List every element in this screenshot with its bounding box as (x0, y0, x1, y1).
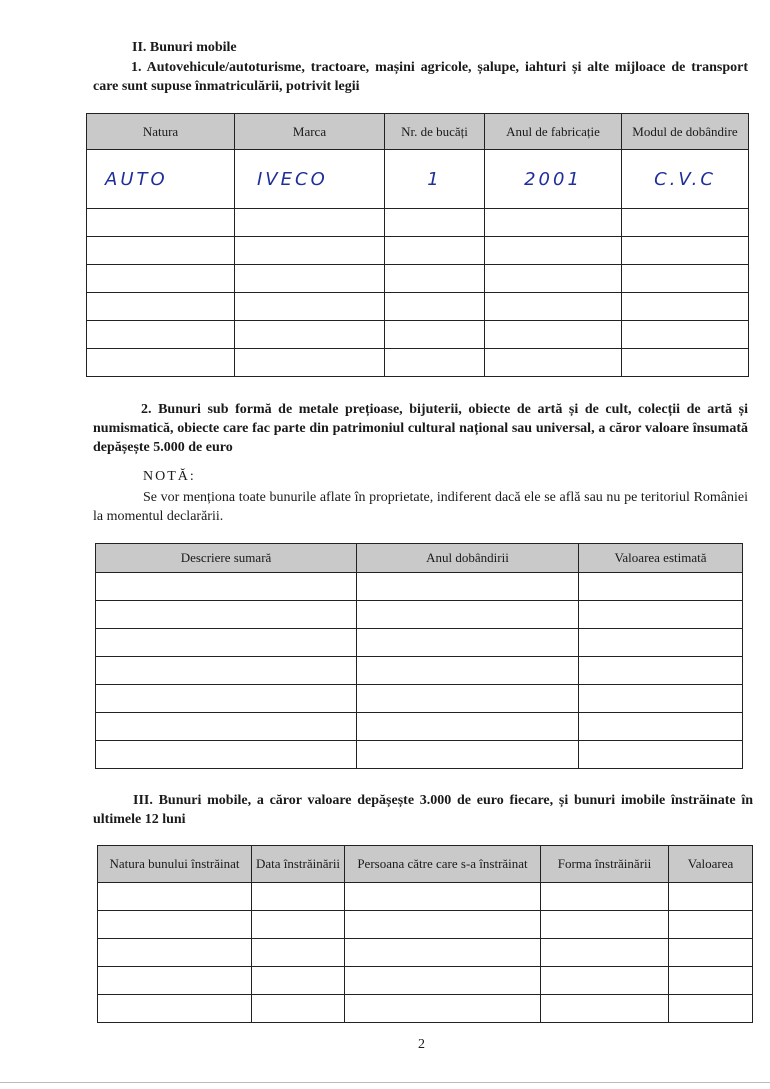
page-number: 2 (418, 1037, 425, 1052)
item2-text: 2. Bunuri sub formă de metale prețioase, bijuterii, obiecte de artă și de cult, colecții de artă și numismatică, obiecte care fac parte din patrimoniul cultural național sau universal, a căror valoare însumată depășește 5.000 de euro (93, 402, 748, 455)
header-nr-bucati: Nr. de bucăți (385, 114, 485, 150)
table-row (96, 713, 743, 741)
table-header-row (98, 846, 753, 883)
cell-marca: IVECO (235, 150, 385, 209)
header-persoana: Persoana către care s-a înstrăinat (345, 846, 541, 883)
header-marca: Marca (235, 114, 385, 150)
table-row (98, 939, 753, 967)
table-row (98, 995, 753, 1023)
table-row (96, 629, 743, 657)
alienated-assets-table (97, 845, 753, 1023)
header-data-instrainarii: Data înstrăinării (252, 846, 345, 883)
table-header-row (87, 114, 749, 150)
header-valoarea: Valoarea (669, 846, 753, 883)
table-row (96, 601, 743, 629)
header-forma-instrainarii: Forma înstrăinării (541, 846, 669, 883)
table-row (87, 265, 749, 293)
header-mod-dobandire: Modul de dobândire (622, 114, 749, 150)
table-row (87, 150, 749, 209)
table-row (87, 209, 749, 237)
header-valoare-estimata: Valoarea estimată (579, 544, 743, 573)
table-header-row (96, 544, 743, 573)
cell-mod: C.V.C (622, 150, 749, 209)
section-heading: II. Bunuri mobile (132, 40, 237, 55)
table-row (98, 883, 753, 911)
table-row (96, 685, 743, 713)
table-row (87, 321, 749, 349)
header-an-fabricatie: Anul de fabricație (485, 114, 622, 150)
table-row (87, 237, 749, 265)
header-natura: Natura (87, 114, 235, 150)
cell-natura: AUTO (87, 150, 235, 209)
table-row (96, 573, 743, 601)
table-row (87, 293, 749, 321)
table-row (87, 349, 749, 377)
item1-text: 1. Autovehicule/autoturisme, tractoare, mașini agricole, șalupe, iahturi și alte mijloace de transport care sunt supuse înmatriculării, potrivit legii (93, 60, 748, 94)
table-row (96, 657, 743, 685)
valuables-table (95, 543, 743, 769)
table-row (96, 741, 743, 769)
header-natura-bunului: Natura bunului înstrăinat (98, 846, 252, 883)
header-an-dobandirii: Anul dobândirii (357, 544, 579, 573)
page-edge-line (0, 1082, 770, 1083)
cell-an: 2001 (485, 150, 622, 209)
table-row (98, 967, 753, 995)
header-descriere: Descriere sumară (96, 544, 357, 573)
vehicles-table (86, 113, 749, 377)
table-row (98, 911, 753, 939)
cell-nr: 1 (385, 150, 485, 209)
section3-text: III. Bunuri mobile, a căror valoare depășește 3.000 de euro fiecare, și bunuri imobile înstrăinate în ultimele 12 luni (93, 793, 753, 827)
nota-label: NOTĂ: (143, 469, 196, 484)
nota-text: Se vor menționa toate bunurile aflate în proprietate, indiferent dacă ele se află sau nu pe teritoriul României la momentul declarării. (93, 490, 748, 524)
